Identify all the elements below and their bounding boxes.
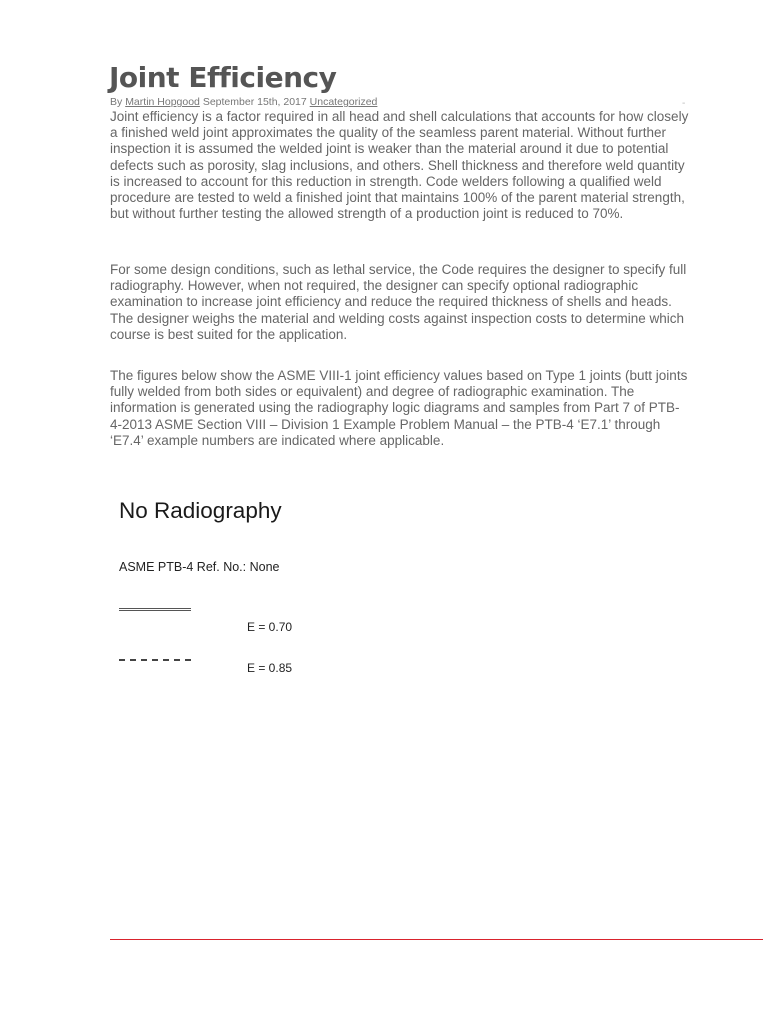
category-link[interactable]: Uncategorized bbox=[309, 96, 378, 108]
figure-heading: No Radiography bbox=[119, 498, 282, 523]
paragraph-design-conditions: For some design conditions, such as lethal service, the Code requires the designer to specify full radiography. However, when not required, the designer can specify optional radiographic examination to increase joint efficiency and reduce the required thickness of shells and heads. The designer weighs the material and welding costs against inspection costs to determine which course is best suited for the application. bbox=[110, 262, 687, 342]
paragraph-intro: Joint efficiency is a factor required in all head and shell calculations that accounts for how closely a finished weld joint approximates the quality of the seamless parent material. Without further inspection it is assumed the welded joint is weaker than the material around it due to potential defects such as porosity, slag inclusions, and others. Shell thickness and therefore weld quantity is increased to account for this reduction in strength. Code welders following a qualified weld procedure are tested to weld a finished joint that maintains 100% of the parent material strength, but without further testing the allowed strength of a production joint is reduced to 70%. bbox=[110, 109, 689, 222]
corner-mark: - bbox=[682, 98, 686, 109]
article-title: Joint Efficiency bbox=[109, 61, 337, 94]
legend-solid-line bbox=[119, 608, 191, 611]
paragraph-figures: The figures below show the ASME VIII-1 joint efficiency values based on Type 1 joints (butt joints fully welded from both sides or equivalent) and degree of radiographic examination. The information is generated using the radiography logic diagrams and samples from Part 7 of PTB-4-2013 ASME Section VIII – Division 1 Example Problem Manual – the PTB-4 ‘E7.1’ through ‘E7.4’ example numbers are indicated where applicable. bbox=[110, 368, 688, 448]
article-meta bbox=[110, 96, 377, 109]
meta-by: By bbox=[110, 96, 123, 108]
divider-rule bbox=[110, 939, 763, 940]
post-date: September 15th, 2017 bbox=[202, 96, 307, 108]
ptb-ref-label: ASME PTB-4 Ref. No.: None bbox=[119, 560, 280, 574]
author-link[interactable]: Martin Hopgood bbox=[125, 96, 200, 108]
legend-dashed-line bbox=[119, 659, 191, 661]
legend-label-solid: E = 0.70 bbox=[247, 620, 293, 634]
legend-label-dashed: E = 0.85 bbox=[247, 661, 293, 675]
